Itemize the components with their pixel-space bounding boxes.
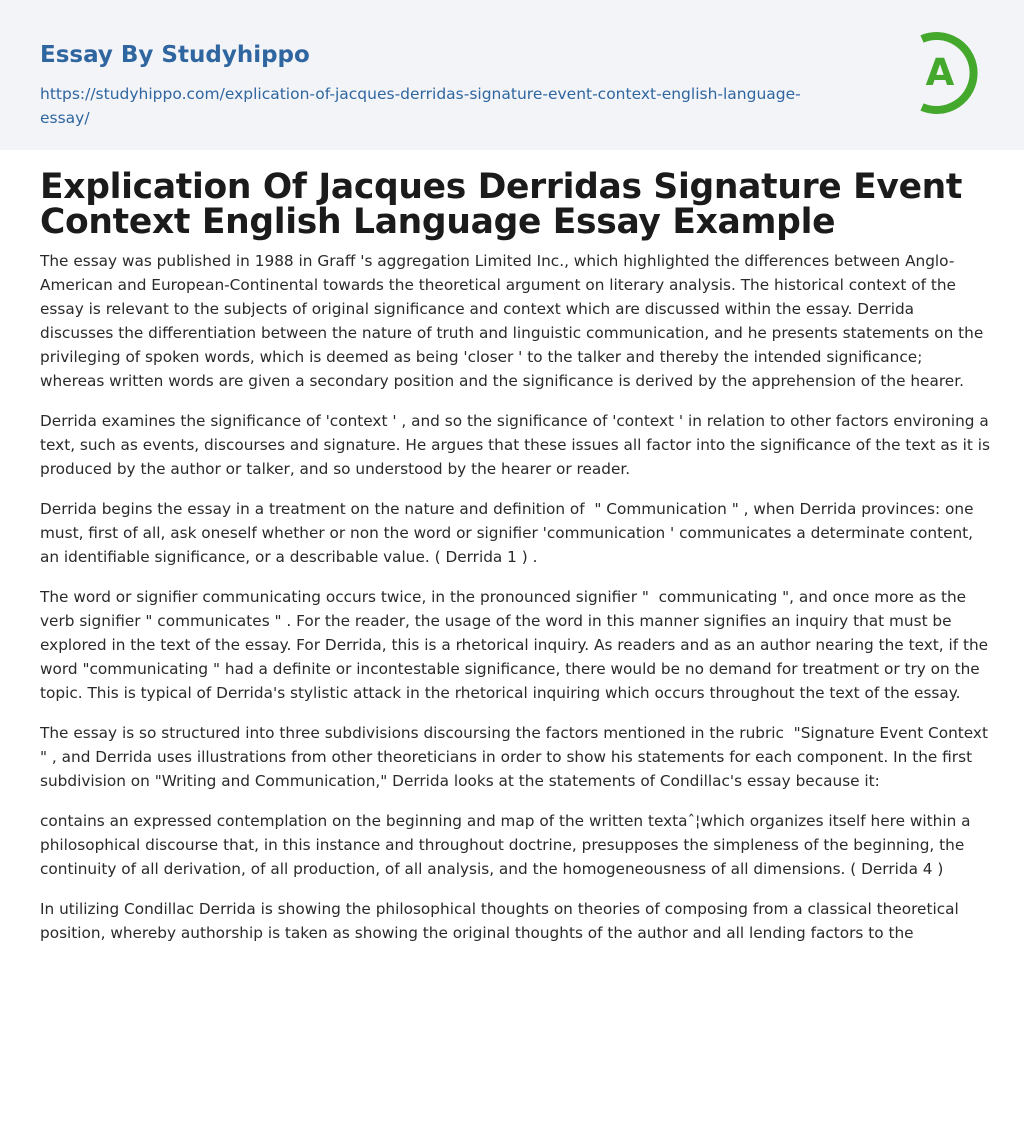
paragraph: In utilizing Condillac Derrida is showing the philosophical thoughts on theories of composing from a classical theoretical position, whereby authorship is taken as showing the original thoughts of the author and all lending factors to the [40,900,964,942]
logo-letter: A [925,51,955,94]
paragraph: Derrida examines the significance of 'context ' , and so the significance of 'context ' in relation to other factors environing a text, such as events, discourses and signature. He argues that these issues all factor into the significance of the text as it is produced by the author or talker, and so understood by the hearer or reader. [40,412,995,478]
paragraph: The essay was published in 1988 in Graff 's aggregation Limited Inc., which highlighted the differences between Anglo-American and European-Continental towards the theoretical argument on literary analysis. The historical context of the essay is relevant to the subjects of original significance and context which are discussed within the essay. Derrida discusses the differentiation between the nature of truth and linguistic communication, and he presents statements on the privileging of spoken words, which is deemed as being 'closer ' to the talker and thereby the intended significance; whereas written words are given a secondary position and the significance is derived by the apprehension of the hearer. [40,252,989,390]
site-header [0,0,1024,150]
article-body [40,249,995,961]
paragraph: Derrida begins the essay in a treatment on the nature and definition of " Communication " , when Derrida provinces: one must, first of all, ask oneself whether or non the word or signifier 'communication ' communicates a determinate content, an identifiable significance, or a describable value. ( Derrida 1 ) . [40,500,979,566]
source-url-link[interactable]: https://studyhippo.com/explication-of-jacques-derridas-signature-event-context-english-language-essay/ [40,85,801,127]
block-quote: contains an expressed contemplation on the beginning and map of the written textaˆ¦which organizes itself here within a philosophical discourse that, in this instance and throughout doctrine, presupposes the simpleness of the beginning, the continuity of all derivation, of all production, of all analysis, and the homogeneousness of all dimensions. ( Derrida 4 ) [40,812,976,878]
paragraph: The word or signifier communicating occurs twice, in the pronounced signifier " communicating ", and once more as the verb signifier " communicates " . For the reader, the usage of the word in this manner signifies an inquiry that must be explored in the text of the essay. For Derrida, this is a rhetorical inquiry. As readers and as an author nearing the text, if the word "communicating " had a definite or incontestable significance, there would be no demand for treatment or try on the topic. This is typical of Derrida's stylistic attack in the rhetorical inquiring which occurs throughout the text of the essay. [40,588,993,702]
page-title: Explication Of Jacques Derridas Signature Event Context English Language Essay Example [40,167,963,242]
studyhippo-logo-icon[interactable] [910,28,988,118]
paragraph: The essay is so structured into three subdivisions discoursing the factors mentioned in the rubric "Signature Event Context " , and Derrida uses illustrations from other theoreticians in order to show his statements for each component. In the first subdivision on "Writing and Communication," Derrida looks at the statements of Condillac's essay because it: [40,724,993,790]
site-name[interactable]: Essay By Studyhippo [40,42,310,68]
